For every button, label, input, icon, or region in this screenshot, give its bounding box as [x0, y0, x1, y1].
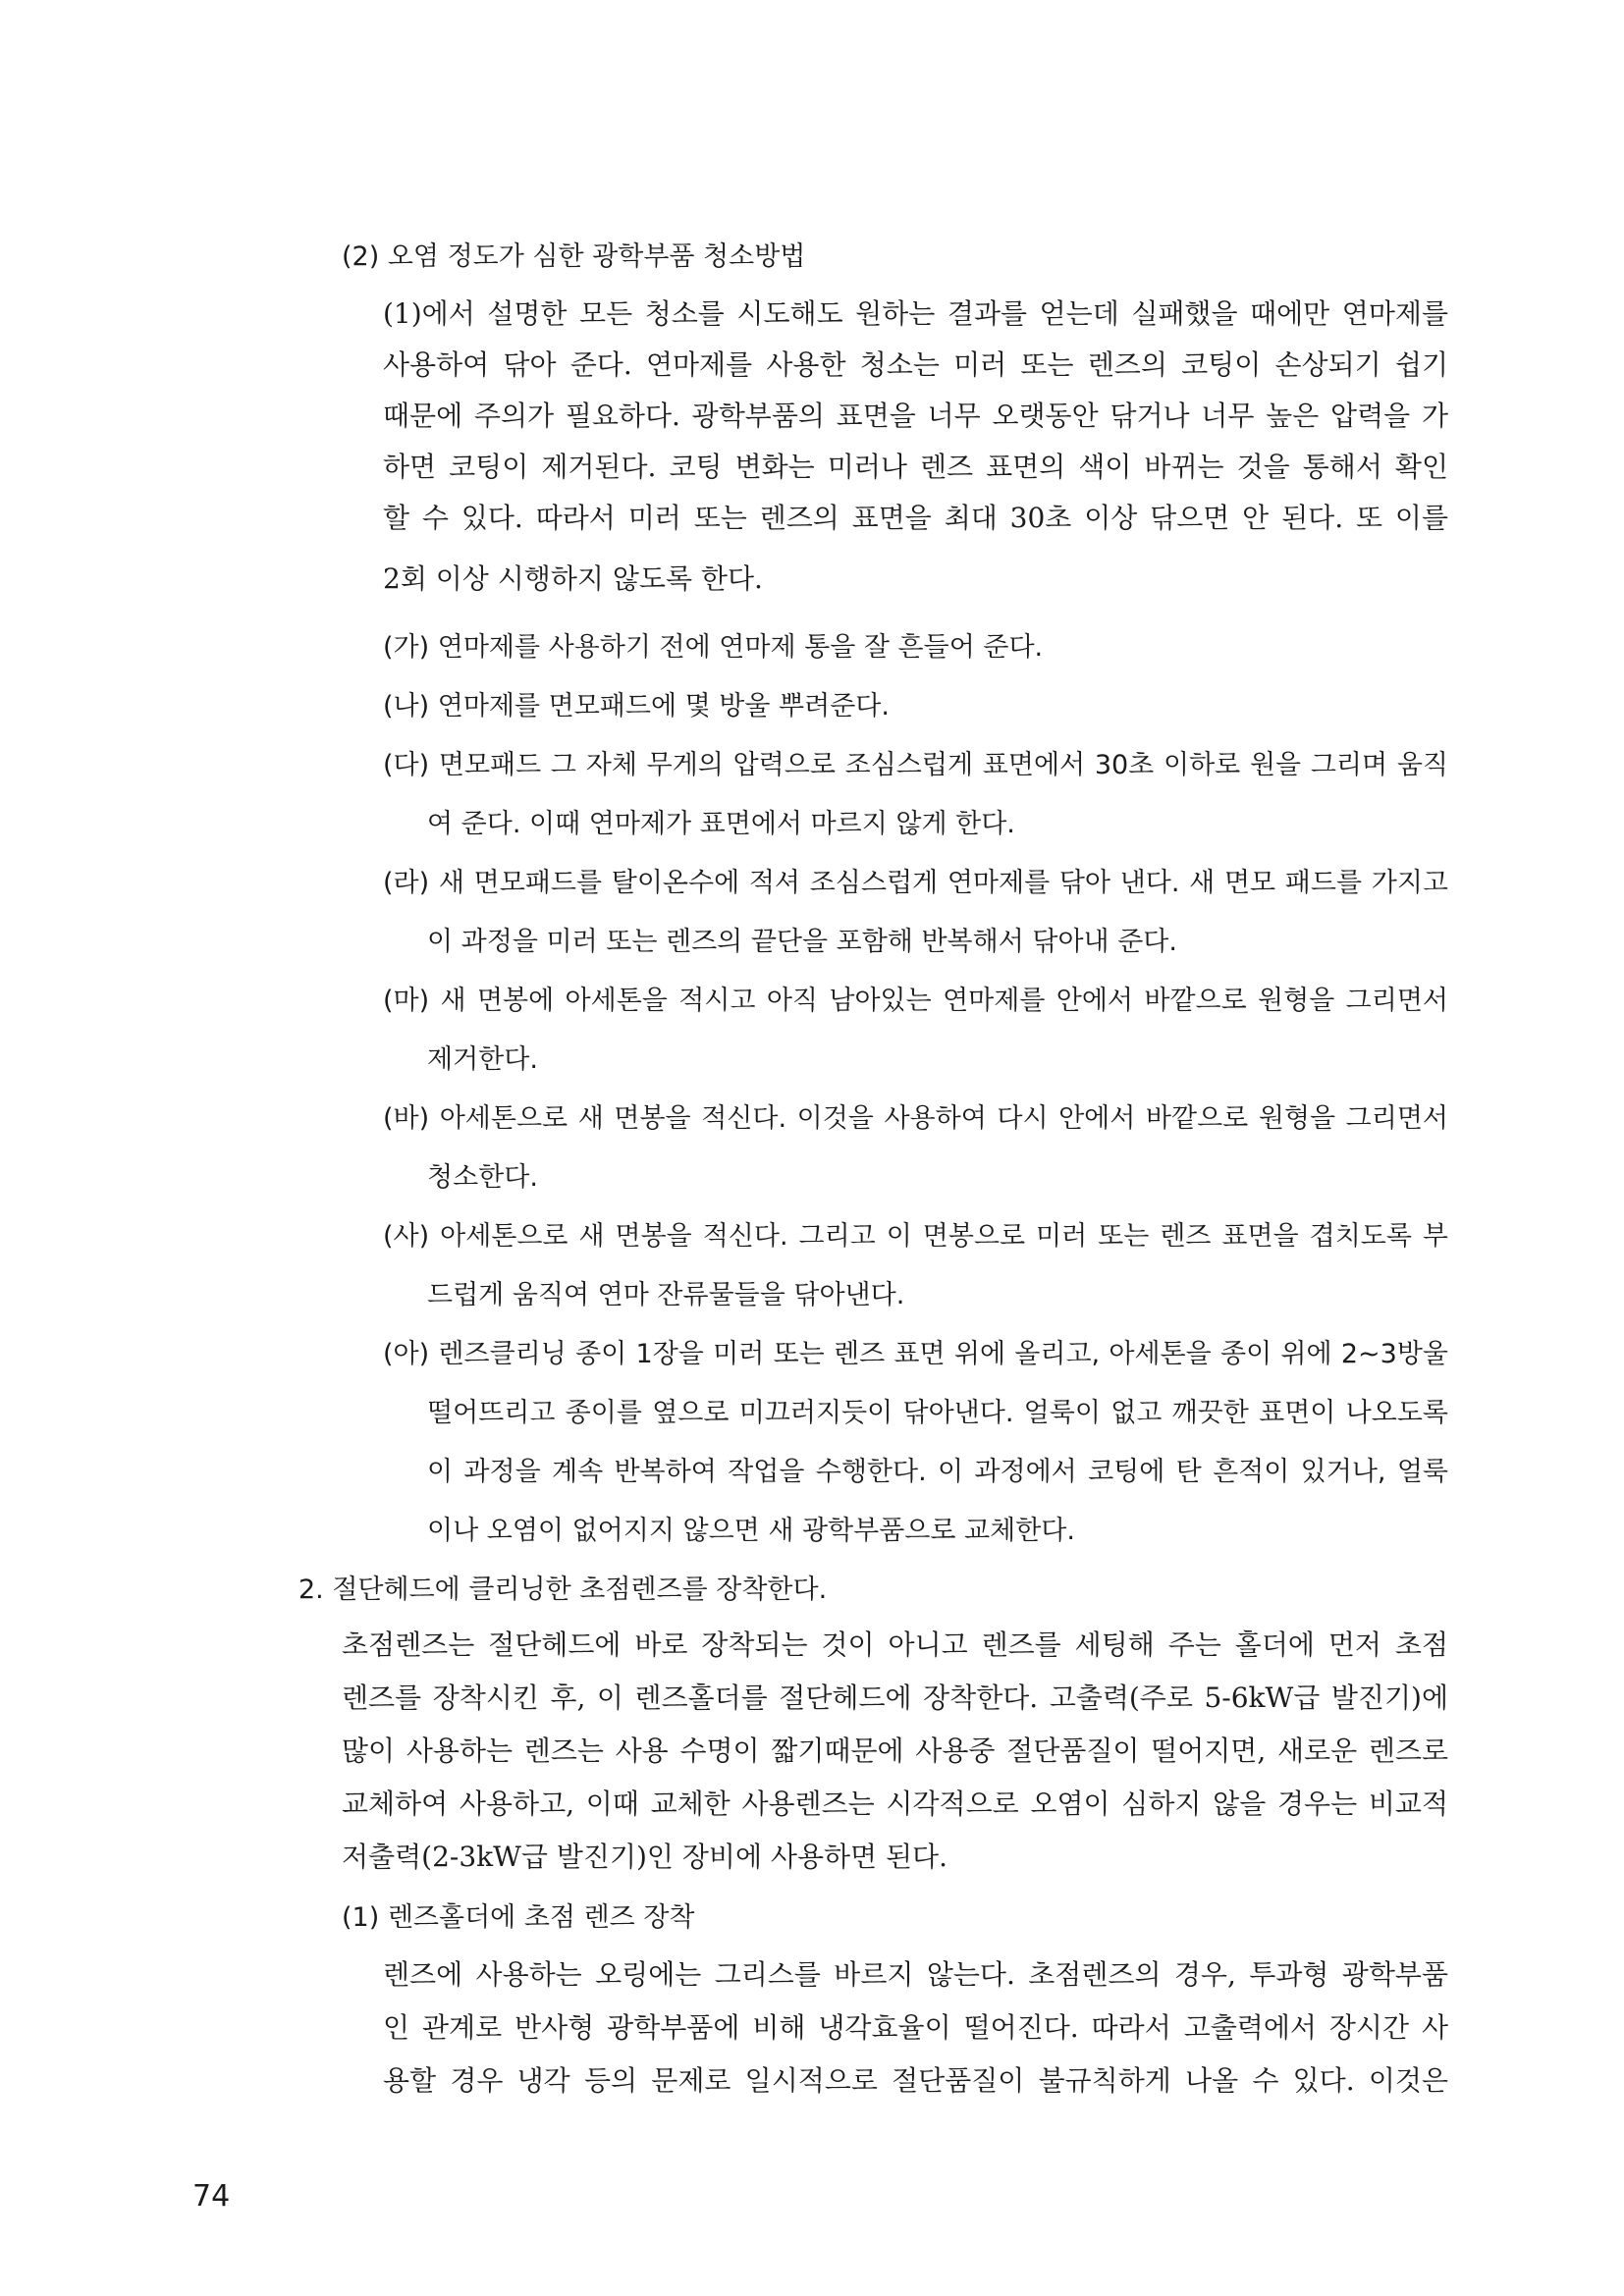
body-line: 하면 코팅이 제거된다. 코팅 변화는 미러나 렌즈 표면의 색이 바뀌는 것을 통해서 확인	[383, 451, 1448, 483]
section-heading: (2) 오염 정도가 심한 광학부품 청소방법	[342, 241, 806, 272]
step-item-continuation: 제거한다.	[427, 1044, 538, 1075]
step-item-continuation: 이 과정을 계속 반복하여 작업을 수행한다. 이 과정에서 코팅에 탄 흔적이 있거나, 얼룩	[427, 1457, 1448, 1487]
step-item-continuation: 청소한다.	[427, 1162, 538, 1193]
numbered-heading: 2. 절단헤드에 클리닝한 초점렌즈를 장착한다.	[298, 1575, 828, 1605]
body-line: 많이 사용하는 렌즈는 사용 수명이 짧기때문에 사용중 절단품질이 떨어지면, 새로운 렌즈로	[342, 1735, 1448, 1767]
step-item: (라) 새 면모패드를 탈이온수에 적셔 조심스럽게 연마제를 닦아 낸다. 새 면모 패드를 가지고	[383, 868, 1448, 898]
page-number: 74	[192, 2179, 231, 2214]
step-item: (가) 연마제를 사용하기 전에 연마제 통을 잘 흔들어 준다.	[383, 632, 1044, 663]
body-line: 렌즈에 사용하는 오링에는 그리스를 바르지 않는다. 초점렌즈의 경우, 투과형 광학부품	[383, 1958, 1448, 1991]
step-item: (다) 면모패드 그 자체 무게의 압력으로 조심스럽게 표면에서 30초 이하로 원을 그리며 움직	[383, 750, 1448, 780]
step-item: (아) 렌즈클리닝 종이 1장을 미러 또는 렌즈 표면 위에 올리고, 아세톤을 종이 위에 2~3방울	[383, 1339, 1448, 1369]
body-line: 교체하여 사용하고, 이때 교체한 사용렌즈는 시각적으로 오염이 심하지 않을 경우는 비교적	[342, 1788, 1448, 1820]
step-item-continuation: 이 과정을 미러 또는 렌즈의 끝단을 포함해 반복해서 닦아내 준다.	[427, 927, 1177, 957]
body-line: 초점렌즈는 절단헤드에 바로 장착되는 것이 아니고 렌즈를 세팅해 주는 홀더에 먼저 초점	[342, 1629, 1448, 1661]
body-line: 할 수 있다. 따라서 미러 또는 렌즈의 표면을 최대 30초 이상 닦으면 안 된다. 또 이를	[383, 502, 1448, 534]
sub-heading: (1) 렌즈홀더에 초점 렌즈 장착	[342, 1902, 695, 1933]
body-line: 용할 경우 냉각 등의 문제로 일시적으로 절단품질이 불규칙하게 나올 수 있다. 이것은	[383, 2064, 1448, 2097]
step-item: (사) 아세톤으로 새 면봉을 적신다. 그리고 이 면봉으로 미러 또는 렌즈 표면을 겹치도록 부	[383, 1221, 1448, 1252]
body-line: (1)에서 설명한 모든 청소를 시도해도 원하는 결과를 얻는데 실패했을 때에만 연마제를	[383, 297, 1448, 330]
body-line: 때문에 주의가 필요하다. 광학부품의 표면을 너무 오랫동안 닦거나 너무 높은 압력을 가	[383, 400, 1448, 432]
step-item: (나) 연마제를 면모패드에 몇 방울 뿌려준다.	[383, 691, 890, 721]
body-line: 렌즈를 장착시킨 후, 이 렌즈홀더를 절단헤드에 장착한다. 고출력(주로 5-6kW급 발진기)에	[342, 1682, 1448, 1714]
step-item-continuation: 드럽게 움직여 연마 잔류물들을 닦아낸다.	[427, 1280, 905, 1310]
step-item: (마) 새 면봉에 아세톤을 적시고 아직 남아있는 연마제를 안에서 바깥으로 원형을 그리면서	[383, 986, 1448, 1016]
step-item-continuation: 떨어뜨리고 종이를 옆으로 미끄러지듯이 닦아낸다. 얼룩이 없고 깨끗한 표면이 나오도록	[427, 1398, 1448, 1428]
body-line: 2회 이상 시행하지 않도록 한다.	[383, 562, 763, 595]
step-item-continuation: 여 준다. 이때 연마제가 표면에서 마르지 않게 한다.	[427, 809, 1015, 839]
step-item: (바) 아세톤으로 새 면봉을 적신다. 이것을 사용하여 다시 안에서 바깥으로 원형을 그리면서	[383, 1103, 1448, 1134]
body-line: 인 관계로 반사형 광학부품에 비해 냉각효율이 떨어진다. 따라서 고출력에서 장시간 사	[383, 2011, 1448, 2044]
body-line: 사용하여 닦아 준다. 연마제를 사용한 청소는 미러 또는 렌즈의 코팅이 손상되기 쉽기	[383, 348, 1448, 381]
step-item-continuation: 이나 오염이 없어지지 않으면 새 광학부품으로 교체한다.	[427, 1516, 1075, 1546]
body-line: 저출력(2-3kW급 발진기)인 장비에 사용하면 된다.	[342, 1841, 948, 1873]
